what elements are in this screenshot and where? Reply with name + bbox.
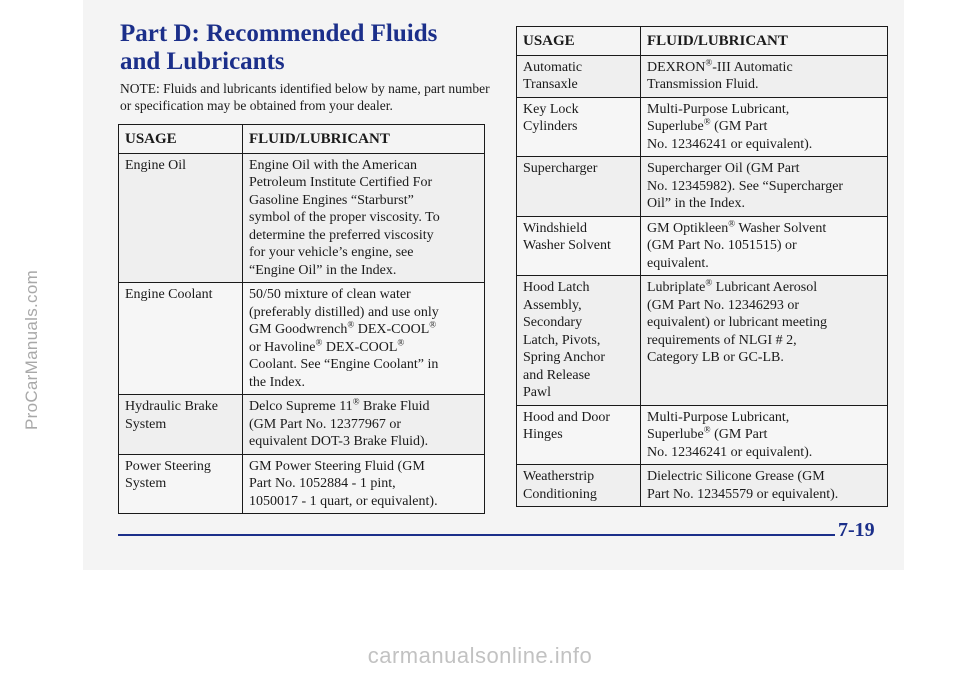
cell-line: Lubriplate® Lubricant Aerosol (647, 277, 818, 295)
cell-line: No. 12346241 or equivalent). (647, 444, 813, 460)
cell-line: Superlube® (GM Part (647, 116, 768, 134)
table-row (517, 97, 888, 157)
cell-line: for your vehicle’s engine, see (249, 245, 414, 260)
table-row (119, 153, 485, 283)
cell-line: 1050017 - 1 quart, or equivalent). (249, 493, 438, 509)
cell-line: Engine Coolant (125, 287, 213, 302)
side-watermark: ProCarManuals.com (22, 269, 41, 431)
cell-line: Oil” in the Index. (647, 196, 745, 211)
usage-column-header: USAGE (119, 125, 243, 154)
cell-line: System (125, 416, 167, 432)
cell-line: Cylinders (523, 119, 578, 134)
cell-line: No. 12345982). See “Supercharger (647, 178, 844, 194)
usage-cell (517, 157, 641, 217)
cell-line: Coolant. See “Engine Coolant” in (249, 357, 439, 372)
fluid-cell (641, 97, 888, 157)
fluid-cell (641, 157, 888, 217)
cell-line: Superlube® (GM Part (647, 424, 768, 442)
cell-line: Key Lock (523, 101, 579, 117)
usage-cell (119, 395, 243, 455)
cell-line: Hydraulic Brake (125, 399, 218, 414)
cell-line: (GM Part No. 1051515) or (647, 238, 797, 253)
cell-line: DEXRON®-III Automatic (647, 56, 793, 75)
fluid-column-header: FLUID/LUBRICANT (641, 27, 888, 56)
table-row (517, 55, 888, 97)
cell-line: requirements of NLGI # 2, (647, 332, 797, 348)
cell-line: Transmission Fluid. (647, 77, 759, 92)
cell-line: Supercharger (523, 161, 598, 176)
usage-cell (517, 216, 641, 276)
cell-line: the Index. (249, 374, 305, 390)
table-row (517, 216, 888, 276)
cell-line: (preferably distilled) and use only (249, 304, 439, 320)
cell-line: Engine Oil (125, 157, 187, 173)
cell-line: Assembly, (523, 297, 582, 313)
cell-line: symbol of the proper viscosity. To (249, 210, 440, 225)
cell-line: 50/50 mixture of clean water (249, 287, 411, 302)
table-row (517, 276, 888, 406)
cell-line: or Havoline® DEX-COOL® (249, 336, 405, 355)
usage-column-header: USAGE (517, 27, 641, 56)
cell-line: Pawl (523, 385, 551, 400)
cell-line: GM Goodwrench® DEX-COOL® (249, 319, 437, 337)
usage-cell (119, 283, 243, 395)
usage-cell (517, 276, 641, 406)
cell-line: Multi-Purpose Lubricant, (647, 409, 790, 425)
table-row (119, 395, 485, 455)
heading-line-1: Part D: Recommended Fluids (120, 20, 438, 47)
cell-line: Part No. 1052884 - 1 pint, (249, 476, 396, 491)
table-header-row (119, 125, 485, 154)
usage-cell (119, 454, 243, 514)
cell-line: (GM Part No. 12377967 or (249, 416, 402, 432)
table-row (119, 454, 485, 514)
page-heading (120, 20, 490, 76)
fluid-cell (641, 405, 888, 465)
cell-line: Transaxle (523, 77, 578, 92)
cell-line: GM Optikleen® Washer Solvent (647, 217, 827, 236)
cell-line: Weatherstrip (523, 469, 595, 484)
cell-line: Petroleum Institute Certified For (249, 175, 433, 190)
cell-line: Hood and Door (523, 409, 611, 425)
fluids-table-left (118, 124, 485, 514)
table-row (517, 157, 888, 217)
cell-line: Spring Anchor (523, 350, 606, 365)
fluid-cell (243, 153, 485, 283)
heading-line-2: and Lubricants (120, 48, 285, 75)
fluid-cell (243, 395, 485, 455)
cell-line: Multi-Purpose Lubricant, (647, 101, 790, 117)
cell-line: Gasoline Engines “Starburst” (249, 192, 414, 208)
cell-line: Delco Supreme 11® Brake Fluid (249, 396, 430, 414)
usage-cell (119, 153, 243, 283)
cell-line: Latch, Pivots, (523, 332, 601, 348)
cell-line: and Release (523, 367, 591, 383)
cell-line: Washer Solvent (523, 238, 611, 253)
usage-cell (517, 405, 641, 465)
cell-line: (GM Part No. 12346293 or (647, 297, 800, 313)
fluid-cell (641, 276, 888, 406)
fluid-cell (641, 55, 888, 97)
cell-line: Windshield (523, 220, 587, 236)
cell-line: equivalent) or lubricant meeting (647, 315, 827, 330)
fluid-cell (641, 216, 888, 276)
cell-line: Dielectric Silicone Grease (GM (647, 469, 825, 484)
fluid-cell (641, 465, 888, 507)
cell-line: Category LB or GC-LB. (647, 350, 784, 365)
fluid-cell (243, 283, 485, 395)
table-row (517, 465, 888, 507)
usage-cell (517, 465, 641, 507)
dealer-note: NOTE: Fluids and lubricants identified below by name, part number or specification may be obtained from your dealer. (120, 81, 490, 113)
cell-line: Automatic (523, 59, 583, 75)
cell-line: Hinges (523, 427, 563, 442)
cell-line: Secondary (523, 315, 583, 330)
cell-line: Supercharger Oil (GM Part (647, 161, 800, 176)
fluid-cell (243, 454, 485, 514)
cell-line: determine the preferred viscosity (249, 227, 434, 243)
cell-line: Hood Latch (523, 280, 590, 295)
cell-line: No. 12346241 or equivalent). (647, 136, 813, 152)
cell-line: Engine Oil with the American (249, 157, 417, 173)
cell-line: GM Power Steering Fluid (GM (249, 458, 425, 474)
fluid-column-header: FLUID/LUBRICANT (243, 125, 485, 154)
table-header-row (517, 27, 888, 56)
usage-cell (517, 97, 641, 157)
cell-line: Part No. 12345579 or equivalent). (647, 486, 839, 502)
table-row (517, 405, 888, 465)
cell-line: equivalent. (647, 255, 709, 271)
table-row (119, 283, 485, 395)
cell-line: System (125, 476, 167, 491)
page-number: 7-19 (838, 519, 875, 541)
cell-line: “Engine Oil” in the Index. (249, 262, 397, 278)
cell-line: equivalent DOT-3 Brake Fluid). (249, 434, 429, 449)
fluids-table-right (516, 26, 888, 507)
usage-cell (517, 55, 641, 97)
bottom-watermark: carmanualsonline.info (367, 643, 593, 668)
cell-line: Conditioning (523, 486, 597, 502)
cell-line: Power Steering (125, 458, 211, 474)
footer-rule (118, 534, 835, 536)
